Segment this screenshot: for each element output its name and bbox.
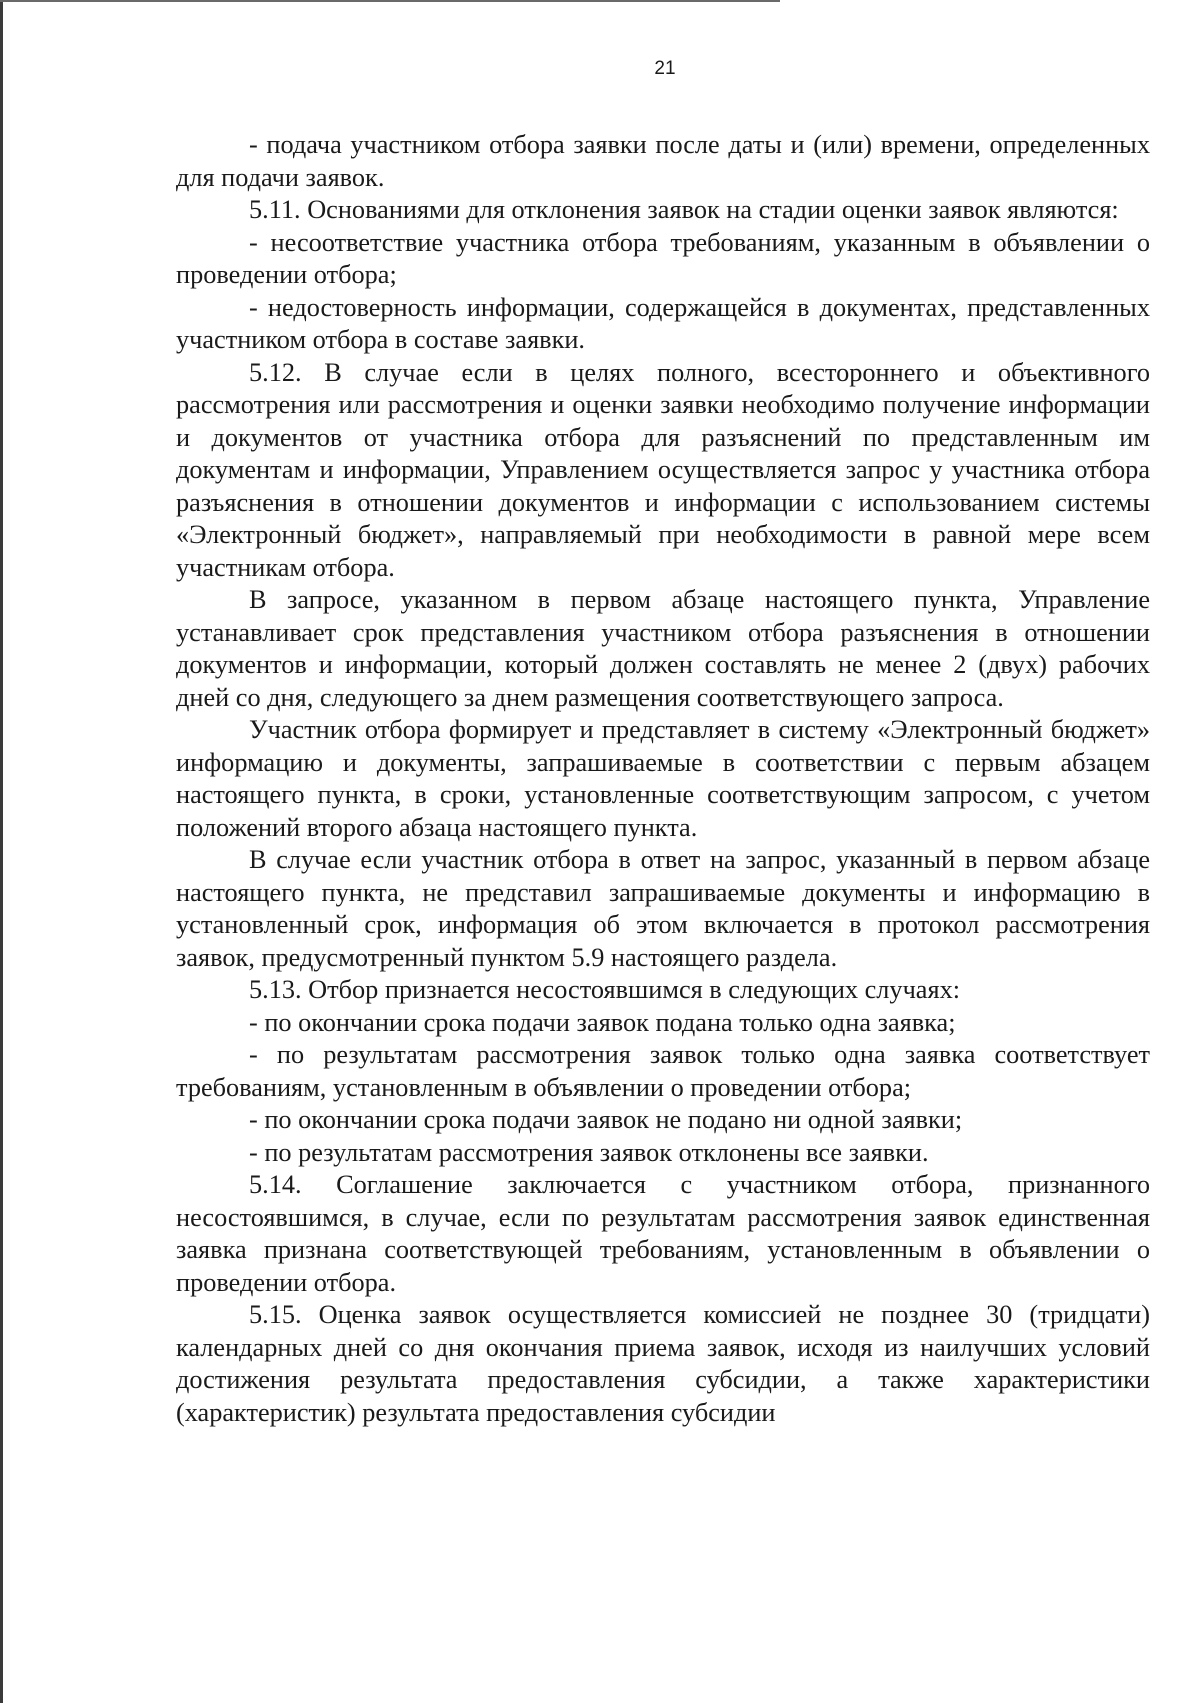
- paragraph-item: В случае если участник отбора в ответ на запрос, указанный в первом абзаце настоящего пункта, не представил запрашиваемые документы и информацию в установленный срок, информация об этом включается в протокол рассмотрения заявок, предусмотренный пунктом 5.9 настоящего раздела.: [176, 845, 1150, 972]
- paragraph-item: - недостоверность информации, содержащейся в документах, представленных участником отбора в составе заявки.: [176, 292, 1150, 354]
- paragraph-item: 5.11. Основаниями для отклонения заявок на стадии оценки заявок являются:: [249, 195, 1119, 224]
- paragraph-item: 5.15. Оценка заявок осуществляется комиссией не позднее 30 (тридцати) календарных дней со дня окончания приема заявок, исходя из наилучших условий достижения результата предоставления субсидии, а также характеристики (характеристик) результата предоставления субсидии: [176, 1300, 1150, 1427]
- paragraph-item: - по окончании срока подачи заявок не подано ни одной заявки;: [249, 1105, 963, 1134]
- paragraph-item: Участник отбора формирует и представляет в систему «Электронный бюджет» информацию и документы, запрашиваемые в соответствии с первым абзацем настоящего пункта, в сроки, установленные соответствующим запросом, с учетом положений второго абзаца настоящего пункта.: [176, 715, 1150, 842]
- paragraph-item: 5.13. Отбор признается несостоявшимся в следующих случаях:: [249, 975, 961, 1004]
- paragraph-item: - по результатам рассмотрения заявок только одна заявка соответствует требованиям, установленным в объявлении о проведении отбора;: [176, 1040, 1150, 1102]
- scan-edge-top: [0, 0, 780, 2]
- page-number: 21: [654, 58, 676, 79]
- paragraph-item: - подача участником отбора заявки после даты и (или) времени, определенных для подачи заявок.: [176, 130, 1150, 192]
- paragraph-item: 5.12. В случае если в целях полного, всестороннего и объективного рассмотрения или рассмотрения и оценки заявки необходимо получение информации и документов от участника отбора для разъяснений по представленным им документам и информации, Управлением осуществляется запрос у участника отбора разъяснения в отношении документов и информации с использованием системы «Электронный бюджет», направляемый при необходимости в равной мере всем участникам отбора.: [176, 357, 1150, 582]
- document-body: [176, 129, 1150, 1429]
- paragraph-item: В запросе, указанном в первом абзаце настоящего пункта, Управление устанавливает срок представления участником отбора разъяснения в отношении документов и информации, который должен составлять не менее 2 (двух) рабочих дней со дня, следующего за днем размещения соответствующего запроса.: [176, 585, 1150, 712]
- paragraph-item: - по окончании срока подачи заявок подана только одна заявка;: [249, 1007, 956, 1037]
- paragraph-item: - по результатам рассмотрения заявок отклонены все заявки.: [249, 1137, 929, 1167]
- paragraph-item: - несоответствие участника отбора требованиям, указанным в объявлении о проведении отбора;: [176, 227, 1150, 289]
- scan-edge-left: [0, 0, 3, 1703]
- paragraph-item: 5.14. Соглашение заключается с участником отбора, признанного несостоявшимся, в случае, если по результатам рассмотрения заявок единственная заявка признана соответствующей требованиям, установленным в объявлении о проведении отбора.: [176, 1170, 1150, 1297]
